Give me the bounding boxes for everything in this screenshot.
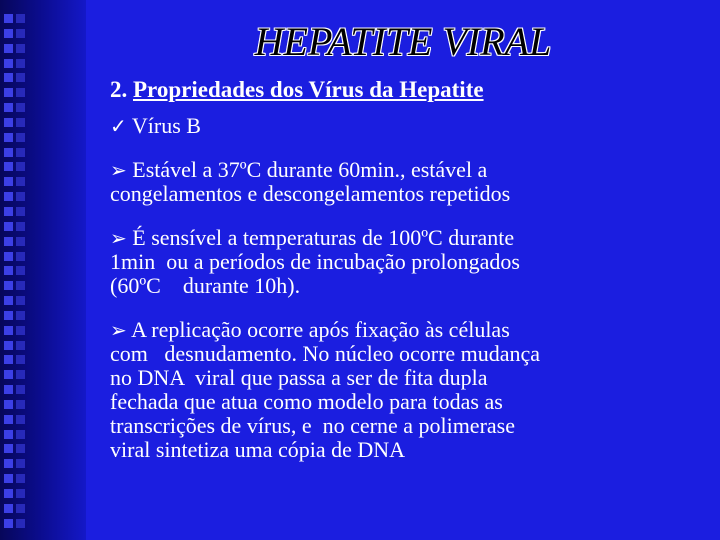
virus-heading bbox=[110, 114, 670, 138]
bullet-line: viral sintetiza uma cópia de DNA bbox=[110, 437, 406, 462]
checkmark-icon: ✓ bbox=[110, 114, 127, 138]
bullet-line: Estável a 37ºC durante 60min., estável a bbox=[132, 157, 488, 182]
bullet-line: fechada que atua como modelo para todas as bbox=[110, 389, 503, 414]
arrow-bullet-icon: ➢ bbox=[110, 158, 127, 182]
bullet-replication bbox=[110, 318, 670, 462]
bullet-stability bbox=[110, 158, 670, 206]
bullet-line: com desnudamento. No núcleo ocorre mudança bbox=[110, 341, 541, 366]
bullet-line: 1min ou a períodos de incubação prolongados bbox=[110, 249, 520, 274]
slide-title: HEPATITE VIRAL bbox=[254, 19, 552, 64]
bullet-line: congelamentos e descongelamentos repetidos bbox=[110, 181, 511, 206]
slide-subtitle bbox=[110, 78, 670, 102]
virus-label: Vírus B bbox=[131, 113, 201, 138]
bullet-line: no DNA viral que passa a ser de fita dupla bbox=[110, 365, 488, 390]
decorative-squares-column-2 bbox=[16, 14, 36, 528]
bullet-line: É sensível a temperaturas de 100ºC durante bbox=[132, 225, 515, 250]
arrow-bullet-icon: ➢ bbox=[110, 318, 127, 342]
subtitle-number: 2. bbox=[110, 77, 133, 102]
bullet-temperature bbox=[110, 226, 670, 298]
subtitle-text: Propriedades dos Vírus da Hepatite bbox=[133, 77, 484, 102]
bullet-line: transcrições de vírus, e no cerne a polimerase bbox=[110, 413, 515, 438]
slide-content bbox=[110, 78, 670, 482]
bullet-line: (60ºC durante 10h). bbox=[110, 273, 301, 298]
arrow-bullet-icon: ➢ bbox=[110, 226, 127, 250]
bullet-line: A replicação ocorre após fixação às células bbox=[131, 317, 510, 342]
left-decorative-band bbox=[0, 0, 86, 540]
